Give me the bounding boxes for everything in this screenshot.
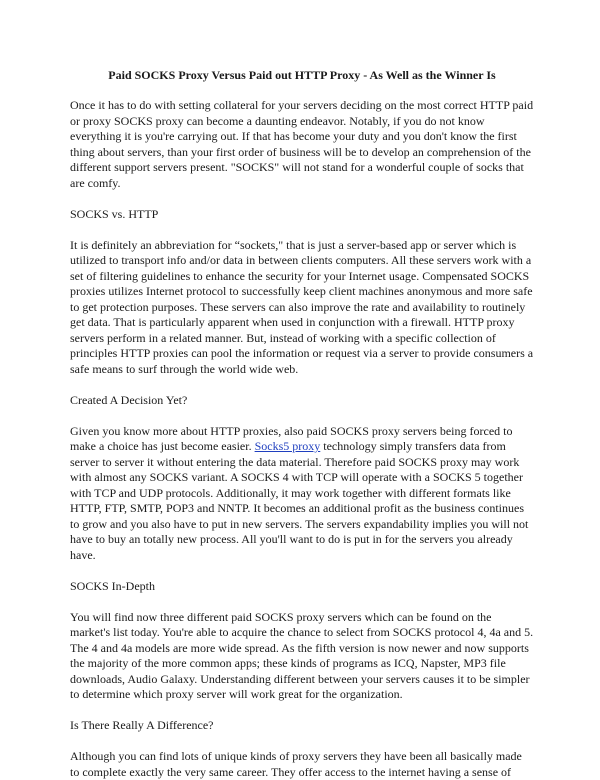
document-title: Paid SOCKS Proxy Versus Paid out HTTP Proxy - As Well as the Winner Is [108,68,496,82]
socks-vs-http-paragraph: It is definitely an abbreviation for “sockets," that is just a server-based app or server which is utilized to transport info and/or data in between clients computers. All these servers work with a set of filtering guidelines to enhance the security for your Internet usage. Compensated SOCKS proxies utilizes Internet protocol to successfully keep client machines anonymous and more safe to get protection purposes. These servers can also improve the rate and availability to routinely get data. That is particularly apparent when used in conjunction with a firewall. HTTP proxy servers perform in a related manner. But, instead of working with a specific collection of principles HTTP proxies can pool the information or request via a server to provide consumers a safe means to surf through the world wide web. [70,237,534,376]
section-heading-socks-in-depth: SOCKS In-Depth [70,578,156,593]
section-heading-decision: Created A Decision Yet? [70,392,188,407]
section-heading-difference: Is There Really A Difference? [70,718,214,732]
difference-paragraph: Although you can find lots of unique kinds of proxy servers they have been all basically made to complete exactly the very same career. They offer access to the internet having a sense of [70,749,522,779]
socks-in-depth-paragraph: You will find now three different paid SOCKS proxy servers which can be found on the market's list today. You're able to acquire the chance to select from SOCKS protocol 4, 4a and 5. The 4 and 4a models are more wide spread. As the fifth version is now newer and now supports the majority of the more common apps; these kinds of programs as ICQ, Napster, MP3 file downloads, Audio Galaxy. Understanding different between your servers causes it to be simpler to determine which proxy server will work great for the organization. [70,609,534,701]
decision-paragraph [70,424,534,564]
section-heading-socks-vs-http: SOCKS vs. HTTP [70,206,159,221]
socks5-proxy-link[interactable]: Socks5 proxy [254,439,321,453]
intro-paragraph: Once it has to do with setting collateral for your servers deciding on the most correct HTTP paid or proxy SOCKS proxy can become a daunting endeavor. Notably, if you do not know everything it is you're carrying out. If that has become your duty and you don't know the first thing about servers, than your first order of business will be to develop an comprehension of the different support servers present. "SOCKS" will not stand for a wonderful couple of socks that are comfy. [70,98,534,190]
decision-paragraph-after: technology simply transfers data from server to server it without entering the data material. Therefore paid SOCKS proxy may work with almost any SOCKS variant. A SOCKS 4 with TCP will operate with a SOCKS 5 together with TCP and UDP protocols. Additionally, it may work together with different formats like HTTP, FTP, SMTP, POP3 and NNTP. It becomes an additional profit as the business continues to grow and you also have to put in new servers. The servers expandability implies you will not have to buy an totally new process. All you'll want to do is put in for the servers you already have. [70,439,529,562]
decision-paragraph-before: Given you know more about HTTP proxies, also paid SOCKS proxy servers being forced to make a choice has just become easier. [70,423,513,453]
